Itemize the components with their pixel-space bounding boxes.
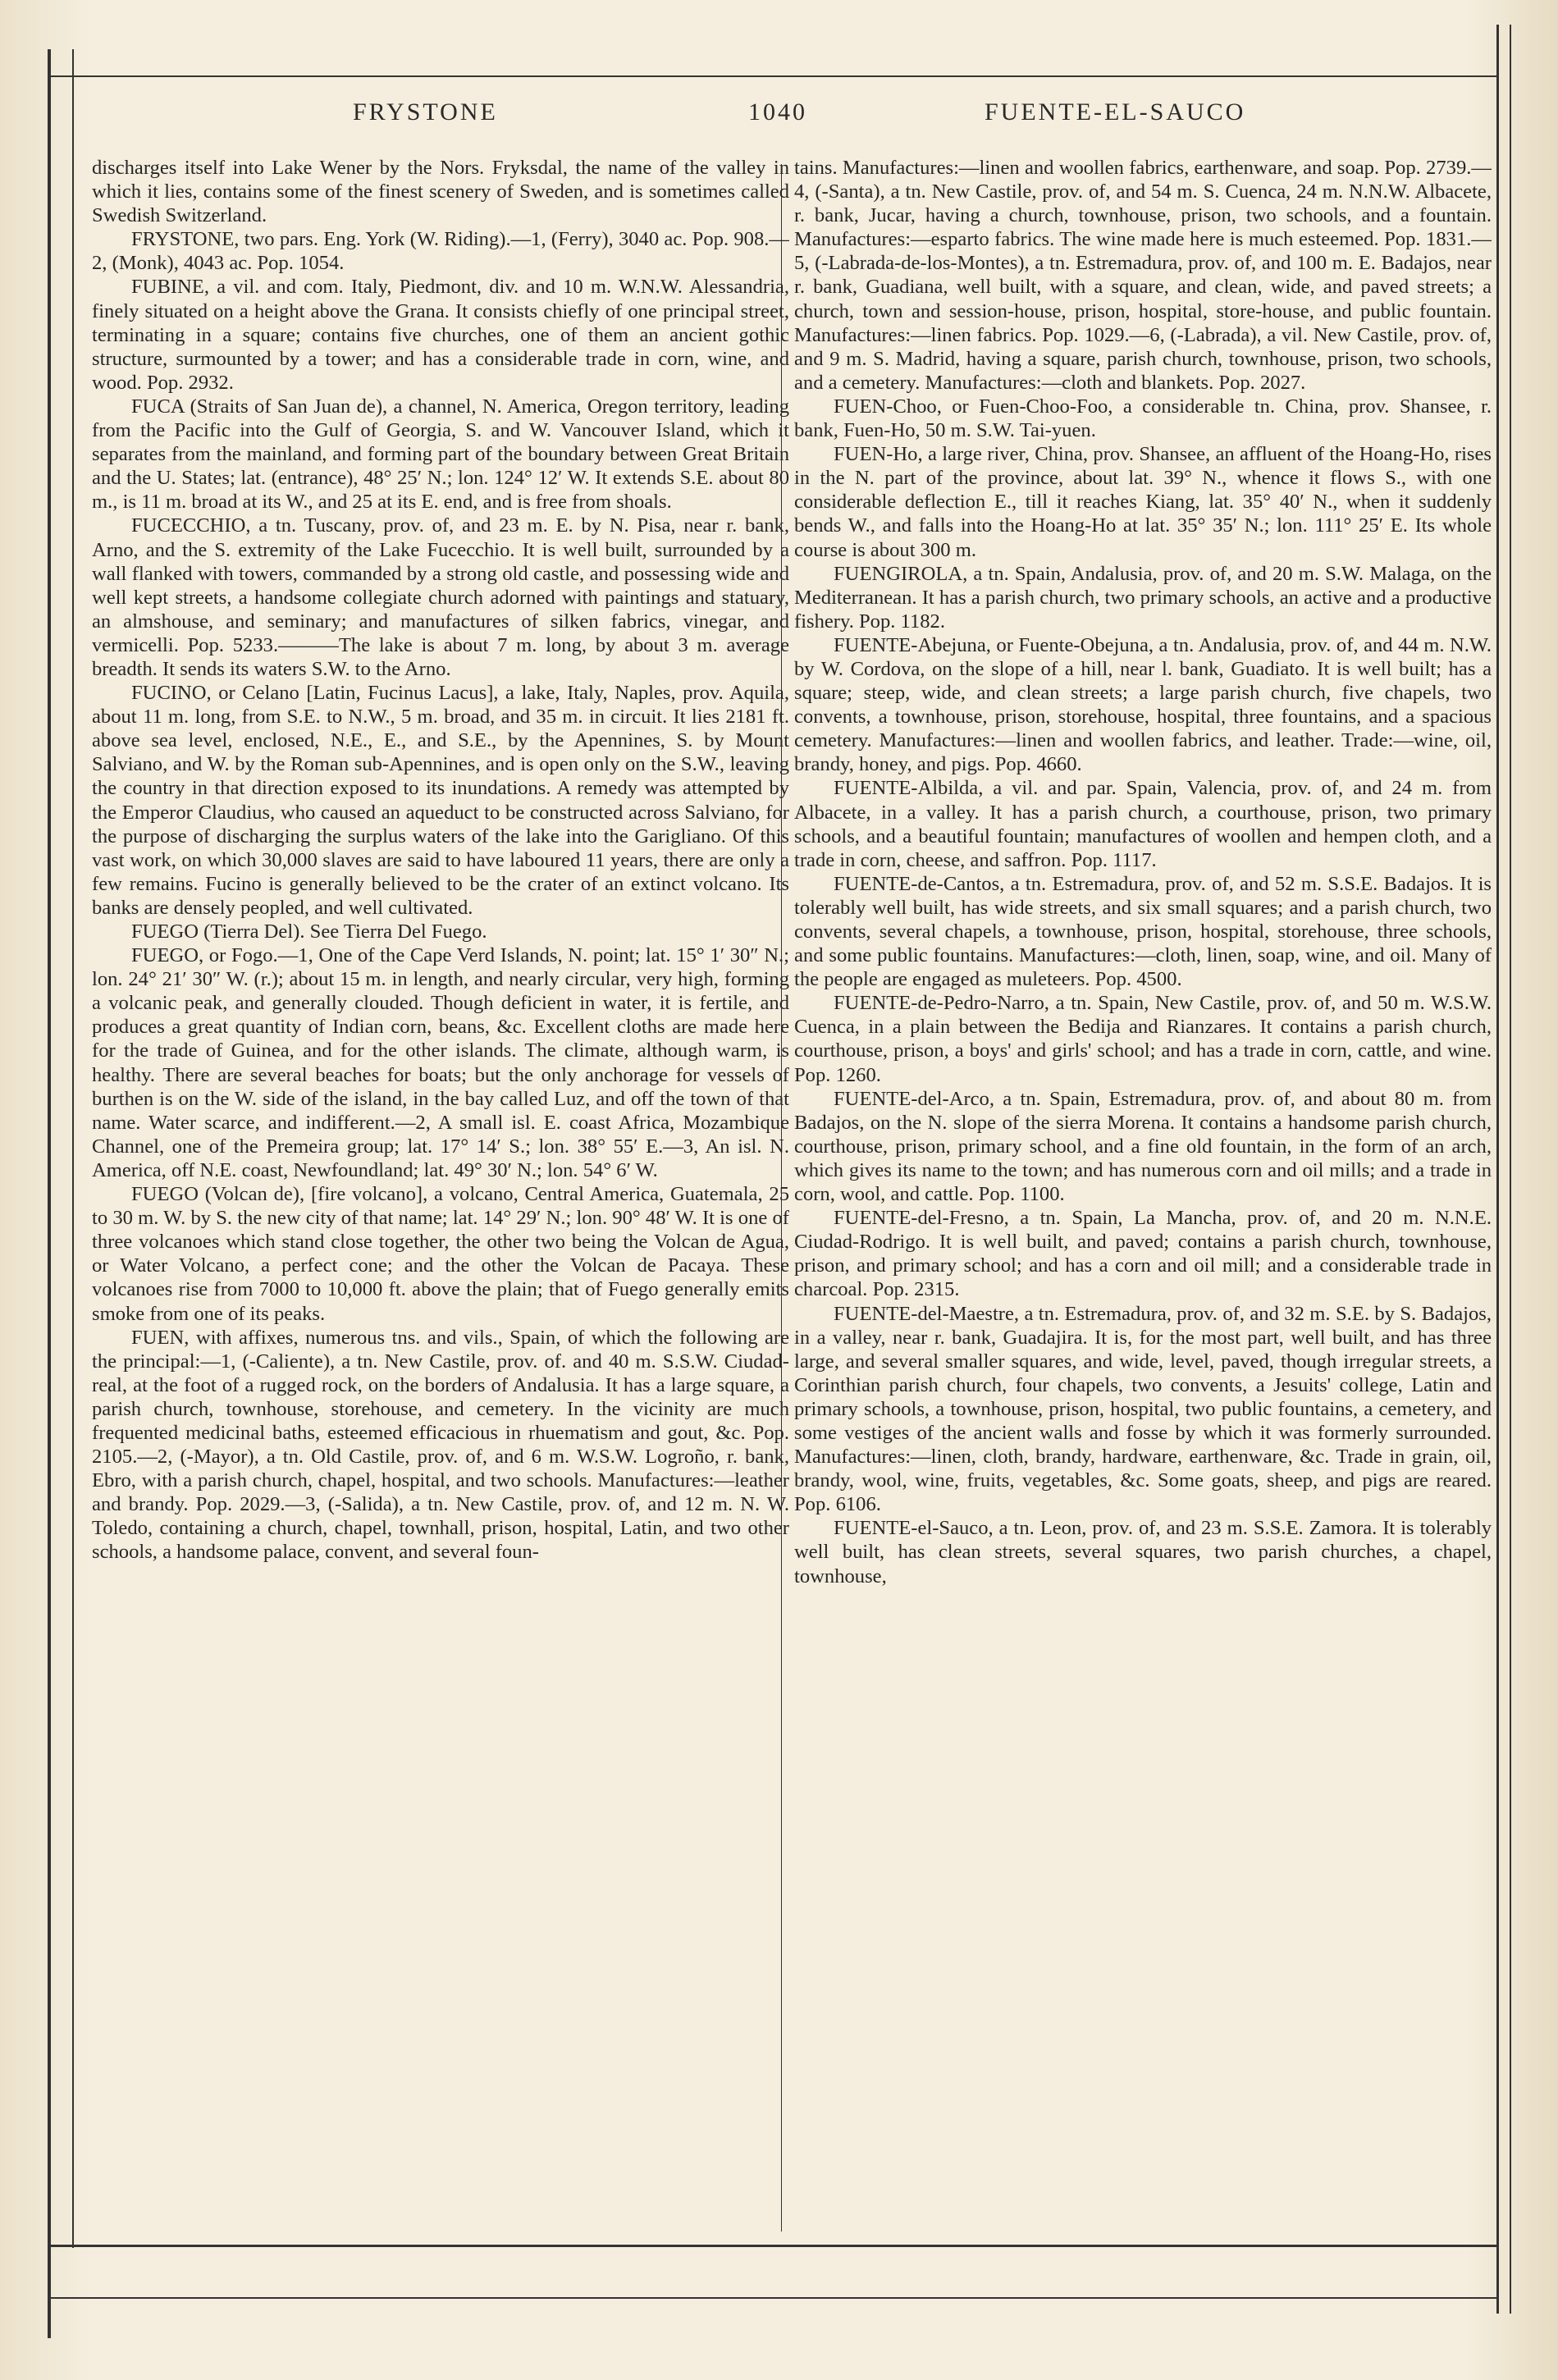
gazetteer-entry: FUEGO (Tierra Del). See Tierra Del Fuego. — [131, 920, 487, 943]
header-right-word: FUENTE-EL-SAUCO — [985, 98, 1246, 126]
gazetteer-entry: discharges itself into Lake Wener by the Nors. Fryksdal, the name of the valley in which it lies, contains some of the finest scenery of Sweden, and is sometimes called Swedish Switzerland. — [92, 157, 789, 227]
gazetteer-entry: FUEN-Choo, or Fuen-Choo-Foo, a considerable tn. China, prov. Shansee, r. bank, Fuen-Ho, 50 m. S.W. Tai-yuen. — [794, 395, 1492, 442]
gazetteer-entry: FUENTE-de-Cantos, a tn. Estremadura, prov. of, and 52 m. S.S.E. Badajos. It is tolerably well built, has wide streets, and six small squares; and a parish church, two convents, several chapels, a townhouse, prison, hospital, storehouse, three schools, and some public fountains. Manufactures:—cloth, linen, soap, wine, and oil. Many of the people are engaged as muleteers. Pop. 4500. — [794, 872, 1492, 991]
gazetteer-entry: FRYSTONE, two pars. Eng. York (W. Riding).—1, (Ferry), 3040 ac. Pop. 908.—2, (Monk), 4043 ac. Pop. 1054. — [92, 228, 789, 275]
bottom-outer-rule — [49, 2297, 1498, 2299]
gazetteer-entry: FUEN, with affixes, numerous tns. and vils., Spain, of which the following are the principal:—1, (-Caliente), a tn. New Castile, prov. of. and 40 m. S.S.W. Ciudad-real, at the foot of a rugged rock, on the borders of Andalusia. It has a large square, a parish church, townhouse, storehouse, and cemetery. In the vicinity are much frequented medicinal baths, esteemed efficacious in rhuematism and gout, &c. Pop. 2105.—2, (-Mayor), a tn. Old Castile, prov. of, and 6 m. W.S.W. Logroño, r. bank, Ebro, with a parish church, chapel, hospital, and two schools. Manufactures:—leather and brandy. Pop. 2029.—3, (-Salida), a tn. New Castile, prov. of, and 12 m. N. W. Toledo, containing a church, chapel, townhall, prison, hospital, Latin, and two other schools, a handsome palace, convent, and several foun- — [92, 1326, 789, 1564]
gazetteer-entry: FUENTE-Abejuna, or Fuente-Obejuna, a tn. Andalusia, prov. of, and 44 m. N.W. by W. Cordova, on the slope of a hill, near l. bank, Guadiato. It is well built; has a square; steep, wide, and clean streets; a large parish church, five chapels, two convents, a townhouse, prison, storehouse, hospital, three fountains, and a spacious cemetery. Manufactures:—linen and woollen fabrics, and leather. Trade:—wine, oil, brandy, honey, and pigs. Pop. 4660. — [794, 633, 1492, 776]
gazetteer-entry: FUBINE, a vil. and com. Italy, Piedmont, div. and 10 m. W.N.W. Alessandria, finely situated on a height above the Grana. It consists chiefly of one principal street, terminating in a square; contains five churches, one of them an ancient gothic structure, surmounted by a tower; and has a considerable trade in corn, wine, and wood. Pop. 2932. — [92, 276, 789, 394]
gazetteer-entry: FUCINO, or Celano [Latin, Fucinus Lacus], a lake, Italy, Naples, prov. Aquila, about 11 m. long, from S.E. to N.W., 5 m. broad, and 35 m. in circuit. It lies 2181 ft. above sea level, enclosed, N.E., E., and S.E., by the Apennines, S. by Mount Salviano, and W. by the Roman sub-Apennines, and is open only on the S.W., leaving the country in that direction exposed to its inundations. A remedy was attempted by the Emperor Claudius, who caused an aqueduct to be constructed across Salviano, for the purpose of discharging the surplus waters of the lake into the Garigliano. Of this vast work, on which 30,000 slaves are said to have laboured 11 years, there are only a few remains. Fucino is generally believed to be the crater of an extinct volcano. Its banks are densely peopled, and well cultivated. — [92, 682, 789, 919]
gazetteer-entry: FUENTE-del-Arco, a tn. Spain, Estremadura, prov. of, and about 80 m. from Badajos, on the N. slope of the sierra Morena. It contains a handsome parish church, courthouse, prison, primary school, and a fine old fountain, in the form of an arch, which gives its name to the town; and has numerous corn and oil mills; and a trade in corn, wool, and cattle. Pop. 1100. — [794, 1087, 1492, 1206]
header-left-word: FRYSTONE — [353, 98, 498, 126]
right-outer-rule — [1510, 25, 1511, 2314]
gazetteer-entry: FUENTE-del-Fresno, a tn. Spain, La Mancha, prov. of, and 20 m. N.N.E. Ciudad-Rodrigo. It is well built, and paved; contains a parish church, townhouse, prison, and primary school; and has a corn and oil mill; and a considerable trade in charcoal. Pop. 2315. — [794, 1207, 1492, 1301]
gazetteer-entry: FUENTE-de-Pedro-Narro, a tn. Spain, New Castile, prov. of, and 50 m. W.S.W. Cuenca, in a plain between the Bedija and Rianzares. It contains a parish church, courthouse, prison, a boys' and girls' school; and has a trade in corn, cattle, and wine. Pop. 1260. — [794, 992, 1492, 1086]
left-border-rule — [48, 49, 51, 2338]
gazetteer-entry: FUEN-Ho, a large river, China, prov. Shansee, an affluent of the Hoang-Ho, rises in the N. part of the province, about lat. 39° N., whence it flows S., with one considerable deflection E., till it reaches Kiang, lat. 35° 40′ N., when it suddenly bends W., and falls into the Hoang-Ho at lat. 35° 35′ N.; lon. 111° 25′ E. Its whole course is about 300 m. — [794, 443, 1492, 561]
right-column — [794, 156, 1492, 2289]
gazetteer-entry: FUENGIROLA, a tn. Spain, Andalusia, prov. of, and 20 m. S.W. Malaga, on the Mediterranean. It has a parish church, two primary schools, an active and a productive fishery. Pop. 1182. — [794, 562, 1492, 633]
right-border-rule — [1496, 25, 1499, 2314]
gazetteer-entry: FUENTE-Albilda, a vil. and par. Spain, Valencia, prov. of, and 24 m. from Albacete, in a valley. It has a parish church, a courthouse, prison, two primary schools, and a beautiful fountain; manufactures of woollen and hempen cloth, and a trade in corn, cheese, and saffron. Pop. 1117. — [794, 777, 1492, 871]
gazetteer-entry: FUCECCHIO, a tn. Tuscany, prov. of, and 23 m. E. by N. Pisa, near r. bank, Arno, and the S. extremity of the Lake Fucecchio. It is well built, surrounded by a wall flanked with towers, commanded by a strong old castle, and possessing wide and well kept streets, a handsome collegiate church adorned with paintings and statuary, an almshouse, and seminary; and manufactures of silken fabrics, vinegar, and vermicelli. Pop. 5233.———The lake is about 7 m. long, by about 3 m. average breadth. It sends its waters S.W. to the Arno. — [92, 514, 789, 680]
gazetteer-entry: FUCA (Straits of San Juan de), a channel, N. America, Oregon territory, leading from the Pacific into the Gulf of Georgia, S. and W. Vancouver Island, which it separates from the mainland, and forming part of the boundary between Great Britain and the U. States; lat. (entrance), 48° 25′ N.; lon. 124° 12′ W. It extends S.E. about 80 m., is 11 m. broad at its W., and 25 at its E. end, and is free from shoals. — [92, 395, 789, 514]
running-header — [82, 92, 1477, 133]
page-number: 1040 — [748, 98, 807, 126]
top-rule — [49, 75, 1498, 77]
left-column — [92, 156, 789, 2289]
gazetteer-entry: FUENTE-del-Maestre, a tn. Estremadura, prov. of, and 32 m. S.E. by S. Badajos, in a valley, near r. bank, Guadajira. It is, for the most part, well built, and has three large, and several smaller squares, and wide, level, paved, though irregular streets, a Corinthian parish church, four chapels, two convents, a Jesuits' college, Latin and primary schools, a townhouse, prison, hospital, two public fountains, a cemetery, and some vestiges of the ancient walls and fosse by which it was formerly surrounded. Manufactures:—linen, cloth, brandy, hardware, earthenware, &c. Trade in grain, oil, brandy, wool, wine, fruits, vegetables, &c. Some goats, sheep, and pigs are reared. Pop. 6106. — [794, 1302, 1492, 1516]
gazetteer-entry: FUEGO (Volcan de), [fire volcano], a volcano, Central America, Guatemala, 25 to 30 m. W. by S. the new city of that name; lat. 14° 29′ N.; lon. 90° 48′ W. It is one of three volcanoes which stand close together, the other two being the Volcan de Agua, or Water Volcano, a perfect cone; and the other the Volcan de Pacaya. These volcanoes rise from 7000 to 10,000 ft. above the plain; that of Fuego generally emits smoke from one of its peaks. — [92, 1183, 789, 1325]
gazetteer-entry: FUEGO, or Fogo.—1, One of the Cape Verd Islands, N. point; lat. 15° 1′ 30″ N.; lon. 24° 21′ 30″ W. (r.); about 15 m. in length, and nearly circular, very high, forming a volcanic peak, and generally clouded. Though deficient in water, it is fertile, and produces a great quantity of Indian corn, beans, &c. Excellent cloths are made here for the trade of Guinea, and for the other islands. The climate, although warm, is healthy. There are several beaches for boats; but the only anchorage for vessels of burthen is on the W. side of the island, in the bay called Luz, and off the town of that name. Water scarce, and indifferent.—2, A small isl. E. coast Africa, Mozambique Channel, one of the Premeira group; lat. 17° 14′ S.; lon. 38° 55′ E.—3, An isl. N. America, off N.E. coast, Newfoundland; lat. 49° 30′ N.; lon. 54° 6′ W. — [92, 944, 789, 1181]
gazetteer-entry: FUENTE-el-Sauco, a tn. Leon, prov. of, and 23 m. S.S.E. Zamora. It is tolerably well built, has clean streets, several squares, two parish churches, a chapel, townhouse, — [794, 1517, 1492, 1587]
left-inner-rule — [72, 49, 74, 2248]
gazetteer-entry: tains. Manufactures:—linen and woollen fabrics, earthenware, and soap. Pop. 2739.—4, (-Santa), a tn. New Castile, prov. of, and 54 m. S. Cuenca, 24 m. N.N.W. Albacete, r. bank, Jucar, having a church, townhouse, prison, two schools, and a fountain. Manufactures:—esparto fabrics. The wine made here is much esteemed. Pop. 1831.—5, (-Labrada-de-los-Montes), a tn. Estremadura, prov. of, and 100 m. E. Badajos, near r. bank, Guadiana, well built, with a square, and clean, wide, and paved streets; a church, town and session-house, prison, hospital, store-house, and public fountain. Manufactures:—linen fabrics. Pop. 1029.—6, (-Labrada), a vil. New Castile, prov. of, and 9 m. S. Madrid, having a square, parish church, townhouse, prison, two schools, and a cemetery. Manufactures:—cloth and blankets. Pop. 2027. — [794, 157, 1492, 394]
